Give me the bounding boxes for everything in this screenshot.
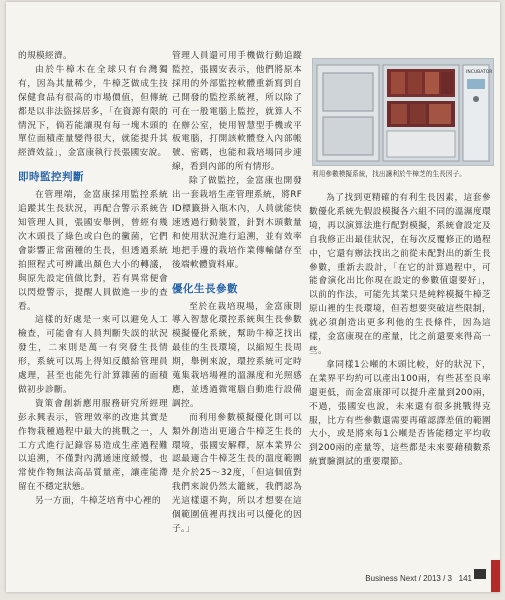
paragraph-tech: 資策會創新應用服務研究所經理彭永興表示，管理效率的改進其實是作物栽種過程中最大的挑戰之一，人工方式進行記錄容易造成生產過程難以追溯，不僅對內溝通速度緩慢，也常使作物無法高品質量產，讓產能滯留在不穩定狀態。	[18, 398, 168, 493]
incubator-label: INCUBATOR	[466, 70, 493, 75]
page-edge-bar	[491, 560, 500, 592]
paragraph-mobile: 管理人員還可用手機做行動追蹤監控，張國安表示，他們將原本採用的外部監控軟體重新寫到自己開發的監控系統裡，所以除了可在一般電腦上監控，就算人不在辦公室，使用智慧型手機或平板電腦，打開該軟體登入內部帳號、密碼，也能和栽培場同步連線，看到內部的所有情形。	[172, 51, 302, 173]
magazine-page	[6, 2, 500, 592]
column-3	[309, 192, 491, 470]
paragraph-other: 另一方面，牛樟芝培育中心裡的	[35, 496, 161, 507]
photo-caption: 利用參數模擬系統，找出讓利於牛樟芝的生長因子。	[312, 170, 466, 178]
incubator-illustration	[313, 59, 493, 165]
section-heading-optimize: 優化生長參數	[172, 282, 238, 295]
section-heading-monitor: 即時監控判斷	[18, 171, 84, 184]
paragraph-param-system: 為了找到更精確的有利生長因素，這套參數優化系統先假設模擬各六組不同的溫濕度環境，再以演算法進行配對模擬，系統會設定及自我修正出最佳狀況，在每次反覆修正的過程中，它還有辦法找出之前從未配對出的新生長參數，重新去設計，「在它的計算過程中，可能會演化出比你現在設定的參數值還要好」，以前的作法，可能先其業只是純粹模擬牛樟芝原山裡的生長環境，但若想要突破這些限制，就必須創造出更多利他的生長條件，因為這樣，金富康現在的產量，比之前還要來得高一些。	[309, 193, 491, 356]
paragraph-intro: 的規模經濟。	[18, 51, 72, 61]
paragraph-market: 由於牛樟木在全球只有台灣獨有，因為其量稀少，牛樟芝做成生技保健食品有很高的市場價值，但傳統都是以非法盜採居多，「在資源有限的情況下，倘若能讓現有每一塊木頭的單位面積產量變得很大，就能提升其經濟效益」，金富康執行長張國安說。	[18, 64, 168, 159]
page-number: 141	[458, 574, 472, 583]
paragraph-benefit: 這樣的好處是一來可以避免人工檢查，可能會有人員判斷失誤的狀況發生，二來則是萬一有突發生長情形，系統可以馬上得知反饋給管理員處理，甚至也能先行計算雜菌的面積做初步診斷。	[18, 315, 168, 395]
magazine-logo-icon	[474, 569, 486, 579]
paragraph-rfid: 除了做監控，金富康也開發出一套栽培生產管理系統，將RFID標籤掛入瓶木內，人員就能快速透過行動裝置，針對木頭數量和使用狀況進行追溯，並有效率地把手邊的栽培作業傳輸儲存至後端軟體資料庫。	[172, 176, 302, 270]
footer-magazine: Business Next / 2013 / 3	[365, 574, 452, 583]
incubator-photo	[312, 58, 494, 166]
paragraph-compare: 拿同樣1公噸的木頭比較，好的狀況下，在業界平均約可以產出100兩，有些甚至良率還更低，而金富康卻可以提升產量到200兩，不過，張國安也說，未來還有很多挑戰得克服，比方有些參數還需要再確認譯差值的範圍大小，或是將來每1公噸是否皆能穩定平均收到200兩的產量等，這些都是未來要藉積數系統實驗測試的重要環節。	[309, 359, 491, 468]
column-2	[172, 50, 302, 537]
paragraph-optimize: 至於在栽培現場，金富康則導入智慧化環控系統與生長參數模擬優化系統，幫助牛樟芝找出最佳的生長環境，以縮短生長周期，舉例來說，環控系統可定時蒐集栽培場裡的溫濕度和光照感應，並透過微電腦自動進行設備調控。	[172, 301, 302, 409]
column-1	[18, 50, 168, 509]
paragraph-monitor: 在管理端，金富康採用監控系統追蹤其生長狀況，再配合警示系統告知管理人員，張國安舉例，曾經有幾次木頭長了綠色或白色的黴菌，它們會影響正常菌種的生長，但透過系統拍照程式可辨識出顏色大小的轉議，與原先設定值做比對，若有異常便會以閃燈警示，提醒人員做進一步的查看。	[18, 190, 168, 312]
paragraph-param: 而利用參數模擬優化則可以類外創造出更適合牛樟芝生長的環境，張國安解釋，原本業界公認最適合牛樟芝生長的溫度範圍是介於25～32度，「但這個值對我們來說仍然太籠統，我們認為光這樣還不夠，所以才想要在這個範圍值裡再找出可以優化的因子。」	[172, 412, 302, 534]
